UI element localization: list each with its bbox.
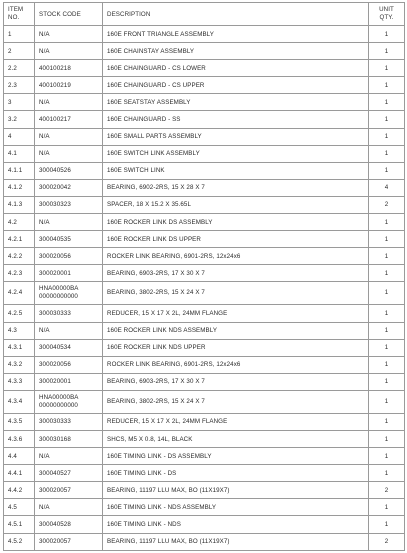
unit-qty-cell: 1 bbox=[369, 128, 405, 145]
stock-code-cell: 300020056 bbox=[35, 248, 103, 265]
stock-code-cell: 300040534 bbox=[35, 339, 103, 356]
description-cell: 160E TIMING LINK - NDS ASSEMBLY bbox=[103, 499, 369, 516]
stock-code-cell: 300020042 bbox=[35, 179, 103, 196]
table-row bbox=[4, 179, 405, 196]
stock-code-cell: N/A bbox=[35, 94, 103, 111]
item-no-cell: 4.3.5 bbox=[4, 413, 35, 430]
unit-qty-cell: 2 bbox=[369, 196, 405, 213]
unit-qty-cell: 1 bbox=[369, 305, 405, 322]
description-cell: 160E TIMING LINK - DS ASSEMBLY bbox=[103, 448, 369, 465]
table-row bbox=[4, 305, 405, 322]
unit-qty-cell: 1 bbox=[369, 430, 405, 447]
unit-qty-cell: 1 bbox=[369, 339, 405, 356]
unit-qty-cell: 1 bbox=[369, 248, 405, 265]
item-no-cell: 4.2.1 bbox=[4, 231, 35, 248]
description-cell: BEARING, 3802-2RS, 15 X 24 X 7 bbox=[103, 282, 369, 305]
item-no-cell: 4.5.2 bbox=[4, 533, 35, 550]
description-cell: BEARING, 11197 LLU MAX, BO (11X19X7) bbox=[103, 482, 369, 499]
item-no-cell: 4.2.2 bbox=[4, 248, 35, 265]
table-row bbox=[4, 413, 405, 430]
stock-code-cell: N/A bbox=[35, 26, 103, 43]
stock-code-cell: N/A bbox=[35, 322, 103, 339]
unit-qty-cell: 1 bbox=[369, 499, 405, 516]
header-unit-qty: UNIT QTY. bbox=[369, 3, 405, 26]
stock-code-cell: 400100219 bbox=[35, 77, 103, 94]
item-no-cell: 4.2.4 bbox=[4, 282, 35, 305]
item-no-cell: 2 bbox=[4, 43, 35, 60]
stock-code-cell: 300020001 bbox=[35, 373, 103, 390]
description-cell: 160E ROCKER LINK NDS UPPER bbox=[103, 339, 369, 356]
unit-qty-cell: 1 bbox=[369, 94, 405, 111]
stock-code-cell: N/A bbox=[35, 43, 103, 60]
unit-qty-cell: 1 bbox=[369, 413, 405, 430]
stock-code-cell: N/A bbox=[35, 448, 103, 465]
stock-code-cell: N/A bbox=[35, 128, 103, 145]
description-cell: 160E TIMING LINK - NDS bbox=[103, 516, 369, 533]
unit-qty-cell: 1 bbox=[369, 43, 405, 60]
item-no-cell: 1 bbox=[4, 26, 35, 43]
table-row bbox=[4, 196, 405, 213]
unit-qty-cell: 1 bbox=[369, 322, 405, 339]
table-row bbox=[4, 214, 405, 231]
header-stock-code: STOCK CODE bbox=[35, 3, 103, 26]
header-item-no: ITEM NO. bbox=[4, 3, 35, 26]
description-cell: SPACER, 18 X 15.2 X 35.65L bbox=[103, 196, 369, 213]
item-no-cell: 4.4.1 bbox=[4, 465, 35, 482]
table-row bbox=[4, 162, 405, 179]
description-cell: 160E CHAINGUARD - CS LOWER bbox=[103, 60, 369, 77]
item-no-cell: 4.1.1 bbox=[4, 162, 35, 179]
stock-code-cell: HNA00000BA 00000000000 bbox=[35, 282, 103, 305]
item-no-cell: 4.3.6 bbox=[4, 430, 35, 447]
description-cell: 160E SWITCH LINK ASSEMBLY bbox=[103, 145, 369, 162]
table-row bbox=[4, 128, 405, 145]
item-no-cell: 4.4 bbox=[4, 448, 35, 465]
description-cell: 160E SWITCH LINK bbox=[103, 162, 369, 179]
item-no-cell: 4.3.1 bbox=[4, 339, 35, 356]
item-no-cell: 4.1 bbox=[4, 145, 35, 162]
description-cell: 160E FRONT TRIANGLE ASSEMBLY bbox=[103, 26, 369, 43]
stock-code-cell: N/A bbox=[35, 214, 103, 231]
description-cell: 160E ROCKER LINK DS ASSEMBLY bbox=[103, 214, 369, 231]
unit-qty-cell: 1 bbox=[369, 373, 405, 390]
description-cell: 160E SEATSTAY ASSEMBLY bbox=[103, 94, 369, 111]
description-cell: REDUCER, 15 X 17 X 2L, 24MM FLANGE bbox=[103, 305, 369, 322]
unit-qty-cell: 1 bbox=[369, 516, 405, 533]
table-row bbox=[4, 145, 405, 162]
table-row bbox=[4, 26, 405, 43]
description-cell: BEARING, 3802-2RS, 15 X 24 X 7 bbox=[103, 390, 369, 413]
description-cell: BEARING, 6902-2RS, 15 X 28 X 7 bbox=[103, 179, 369, 196]
unit-qty-cell: 2 bbox=[369, 482, 405, 499]
description-cell: ROCKER LINK BEARING, 6901-2RS, 12x24x6 bbox=[103, 248, 369, 265]
unit-qty-cell: 1 bbox=[369, 465, 405, 482]
stock-code-cell: 300030333 bbox=[35, 305, 103, 322]
unit-qty-cell: 1 bbox=[369, 265, 405, 282]
stock-code-cell: N/A bbox=[35, 499, 103, 516]
table-row bbox=[4, 111, 405, 128]
table-row bbox=[4, 94, 405, 111]
table-row bbox=[4, 390, 405, 413]
table-row bbox=[4, 499, 405, 516]
item-no-cell: 2.2 bbox=[4, 60, 35, 77]
item-no-cell: 3.2 bbox=[4, 111, 35, 128]
description-cell: BEARING, 11197 LLU MAX, BO (11X19X7) bbox=[103, 533, 369, 550]
table-row bbox=[4, 339, 405, 356]
description-cell: 160E ROCKER LINK DS UPPER bbox=[103, 231, 369, 248]
bill-of-materials bbox=[3, 2, 404, 551]
stock-code-cell: 300020056 bbox=[35, 356, 103, 373]
unit-qty-cell: 1 bbox=[369, 145, 405, 162]
item-no-cell: 2.3 bbox=[4, 77, 35, 94]
item-no-cell: 4.3.2 bbox=[4, 356, 35, 373]
unit-qty-cell: 1 bbox=[369, 448, 405, 465]
description-cell: BEARING, 6903-2RS, 17 X 30 X 7 bbox=[103, 265, 369, 282]
table-body bbox=[4, 26, 405, 551]
item-no-cell: 4.3.3 bbox=[4, 373, 35, 390]
table-row bbox=[4, 465, 405, 482]
table-row bbox=[4, 60, 405, 77]
description-cell: 160E CHAINGUARD - CS UPPER bbox=[103, 77, 369, 94]
stock-code-cell: HNA00000BA 00000000000 bbox=[35, 390, 103, 413]
bom-table bbox=[3, 2, 405, 551]
unit-qty-cell: 4 bbox=[369, 179, 405, 196]
item-no-cell: 4.1.3 bbox=[4, 196, 35, 213]
stock-code-cell: 300040526 bbox=[35, 162, 103, 179]
table-row bbox=[4, 77, 405, 94]
stock-code-cell: 300020057 bbox=[35, 533, 103, 550]
table-row bbox=[4, 533, 405, 550]
table-row bbox=[4, 265, 405, 282]
unit-qty-cell: 1 bbox=[369, 231, 405, 248]
item-no-cell: 4.5.1 bbox=[4, 516, 35, 533]
header-description: DESCRIPTION bbox=[103, 3, 369, 26]
item-no-cell: 4.4.2 bbox=[4, 482, 35, 499]
stock-code-cell: 300040528 bbox=[35, 516, 103, 533]
table-row bbox=[4, 231, 405, 248]
table-row bbox=[4, 482, 405, 499]
description-cell: 160E CHAINGUARD - SS bbox=[103, 111, 369, 128]
stock-code-cell: 400100218 bbox=[35, 60, 103, 77]
table-row bbox=[4, 43, 405, 60]
description-cell: SHCS, M5 X 0.8, 14L, BLACK bbox=[103, 430, 369, 447]
table-row bbox=[4, 430, 405, 447]
unit-qty-cell: 1 bbox=[369, 390, 405, 413]
stock-code-cell: 400100217 bbox=[35, 111, 103, 128]
table-row bbox=[4, 248, 405, 265]
item-no-cell: 4.2.3 bbox=[4, 265, 35, 282]
stock-code-cell: 300020057 bbox=[35, 482, 103, 499]
unit-qty-cell: 2 bbox=[369, 533, 405, 550]
table-row bbox=[4, 448, 405, 465]
table-row bbox=[4, 516, 405, 533]
unit-qty-cell: 1 bbox=[369, 60, 405, 77]
unit-qty-cell: 1 bbox=[369, 162, 405, 179]
item-no-cell: 4.2 bbox=[4, 214, 35, 231]
unit-qty-cell: 1 bbox=[369, 356, 405, 373]
stock-code-cell: 300020001 bbox=[35, 265, 103, 282]
unit-qty-cell: 1 bbox=[369, 282, 405, 305]
item-no-cell: 4 bbox=[4, 128, 35, 145]
stock-code-cell: 300030323 bbox=[35, 196, 103, 213]
description-cell: REDUCER, 15 X 17 X 2L, 24MM FLANGE bbox=[103, 413, 369, 430]
stock-code-cell: 300030168 bbox=[35, 430, 103, 447]
item-no-cell: 4.2.5 bbox=[4, 305, 35, 322]
description-cell: 160E ROCKER LINK NDS ASSEMBLY bbox=[103, 322, 369, 339]
stock-code-cell: 300040535 bbox=[35, 231, 103, 248]
description-cell: BEARING, 6903-2RS, 17 X 30 X 7 bbox=[103, 373, 369, 390]
stock-code-cell: 300030333 bbox=[35, 413, 103, 430]
item-no-cell: 4.5 bbox=[4, 499, 35, 516]
table-row bbox=[4, 373, 405, 390]
stock-code-cell: 300040527 bbox=[35, 465, 103, 482]
table-row bbox=[4, 356, 405, 373]
unit-qty-cell: 1 bbox=[369, 77, 405, 94]
description-cell: ROCKER LINK BEARING, 6901-2RS, 12x24x6 bbox=[103, 356, 369, 373]
table-header-row bbox=[4, 3, 405, 26]
table-row bbox=[4, 322, 405, 339]
description-cell: 160E TIMING LINK - DS bbox=[103, 465, 369, 482]
unit-qty-cell: 1 bbox=[369, 214, 405, 231]
description-cell: 160E CHAINSTAY ASSEMBLY bbox=[103, 43, 369, 60]
stock-code-cell: N/A bbox=[35, 145, 103, 162]
item-no-cell: 4.3 bbox=[4, 322, 35, 339]
description-cell: 160E SMALL PARTS ASSEMBLY bbox=[103, 128, 369, 145]
unit-qty-cell: 1 bbox=[369, 111, 405, 128]
item-no-cell: 3 bbox=[4, 94, 35, 111]
item-no-cell: 4.3.4 bbox=[4, 390, 35, 413]
table-row bbox=[4, 282, 405, 305]
unit-qty-cell: 1 bbox=[369, 26, 405, 43]
item-no-cell: 4.1.2 bbox=[4, 179, 35, 196]
